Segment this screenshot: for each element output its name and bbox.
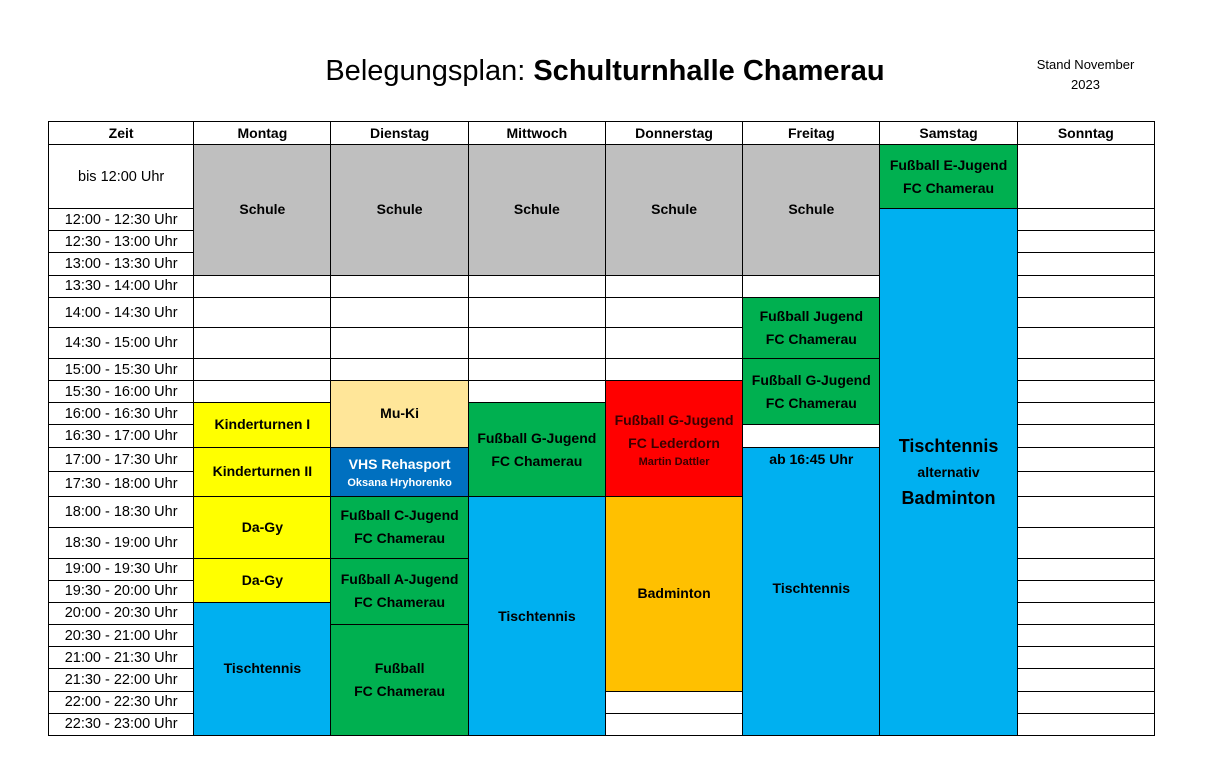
time-cell: 22:00 - 22:30 Uhr <box>49 691 194 713</box>
empty-cell <box>1017 447 1154 472</box>
time-cell: 12:30 - 13:00 Uhr <box>49 231 194 253</box>
empty-cell <box>605 358 742 380</box>
empty-cell <box>468 328 605 359</box>
table-row <box>49 145 1155 209</box>
empty-cell <box>1017 625 1154 647</box>
page-title: Belegungsplan: Schulturnhalle Chamerau <box>325 55 885 87</box>
empty-cell <box>605 275 742 297</box>
event-mo-dagy-1: Da-Gy <box>194 497 331 558</box>
event-line: Fußball <box>374 660 425 676</box>
time-cell: 12:00 - 12:30 Uhr <box>49 209 194 231</box>
event-mo-schule: Schule <box>194 145 331 276</box>
event-di-schule: Schule <box>331 145 468 276</box>
event-line: Fußball G-Jugend <box>477 429 597 446</box>
empty-cell <box>1017 602 1154 624</box>
time-cell: 13:00 - 13:30 Uhr <box>49 253 194 275</box>
stand-date: Stand November 2023 <box>1036 57 1135 92</box>
column-header-samstag: Samstag <box>880 122 1017 145</box>
empty-cell <box>1017 713 1154 735</box>
time-cell: 16:00 - 16:30 Uhr <box>49 403 194 425</box>
time-cell: bis 12:00 Uhr <box>49 145 194 209</box>
empty-cell <box>331 275 468 297</box>
event-line: Fußball E-Jugend <box>889 156 1008 173</box>
event-line: Tischtennis <box>898 436 999 456</box>
time-cell: 19:30 - 20:00 Uhr <box>49 580 194 602</box>
empty-cell <box>1017 580 1154 602</box>
empty-cell <box>468 275 605 297</box>
column-header-sonntag: Sonntag <box>1017 122 1154 145</box>
event-di-vhs-rehasport <box>331 447 468 497</box>
event-fr-jugend <box>743 297 880 358</box>
event-line: Fußball G-Jugend <box>614 411 734 428</box>
time-cell: 17:00 - 17:30 Uhr <box>49 447 194 472</box>
event-mi-g-jugend <box>468 403 605 497</box>
time-cell: 15:30 - 16:00 Uhr <box>49 381 194 403</box>
time-cell: 15:00 - 15:30 Uhr <box>49 358 194 380</box>
event-fr-schule: Schule <box>743 145 880 276</box>
column-header-montag: Montag <box>194 122 331 145</box>
empty-cell <box>1017 275 1154 297</box>
event-subline: Martin Dattler <box>638 455 710 468</box>
empty-cell <box>1017 253 1154 275</box>
event-line: VHS Rehasport <box>348 456 451 473</box>
column-header-freitag: Freitag <box>743 122 880 145</box>
event-line: FC Chamerau <box>354 594 446 611</box>
event-fr-tischtennis <box>743 447 880 735</box>
empty-cell <box>605 328 742 359</box>
header-row <box>49 122 1155 145</box>
empty-cell <box>1017 328 1154 359</box>
column-header-donnerstag: Donnerstag <box>605 122 742 145</box>
time-cell: 17:30 - 18:00 Uhr <box>49 472 194 497</box>
event-do-g-jugend <box>605 381 742 497</box>
event-do-schule: Schule <box>605 145 742 276</box>
event-do-badminton: Badminton <box>605 497 742 691</box>
event-di-c-jugend <box>331 497 468 558</box>
time-cell: 14:00 - 14:30 Uhr <box>49 297 194 328</box>
event-mo-kinderturnen-1: Kinderturnen I <box>194 403 331 447</box>
event-line: ab 16:45 Uhr <box>769 450 854 467</box>
event-di-fussball <box>331 625 468 736</box>
empty-cell <box>743 425 880 447</box>
time-cell: 13:30 - 14:00 Uhr <box>49 275 194 297</box>
event-line: FC Chamerau <box>765 330 857 347</box>
empty-cell <box>1017 209 1154 231</box>
event-di-muki: Mu-Ki <box>331 381 468 448</box>
empty-cell <box>468 358 605 380</box>
empty-cell <box>331 297 468 328</box>
event-line: FC Chamerau <box>903 179 995 196</box>
event-line: FC Chamerau <box>354 530 446 547</box>
event-line: FC Chamerau <box>765 394 857 411</box>
event-mo-kinderturnen-2: Kinderturnen II <box>194 447 331 497</box>
time-cell: 20:00 - 20:30 Uhr <box>49 602 194 624</box>
empty-cell <box>1017 472 1154 497</box>
empty-cell <box>605 713 742 735</box>
column-header-mittwoch: Mittwoch <box>468 122 605 145</box>
empty-cell <box>194 381 331 403</box>
time-cell: 21:00 - 21:30 Uhr <box>49 647 194 669</box>
event-line: FC Lederdorn <box>628 434 720 451</box>
empty-cell <box>1017 527 1154 558</box>
event-mi-tischtennis: Tischtennis <box>468 497 605 736</box>
time-cell: 14:30 - 15:00 Uhr <box>49 328 194 359</box>
empty-cell <box>194 297 331 328</box>
event-mi-schule: Schule <box>468 145 605 276</box>
empty-cell <box>1017 297 1154 328</box>
time-cell: 20:30 - 21:00 Uhr <box>49 625 194 647</box>
time-cell: 21:30 - 22:00 Uhr <box>49 669 194 691</box>
empty-cell <box>605 691 742 713</box>
event-sa-e-jugend <box>880 145 1017 209</box>
empty-cell <box>194 275 331 297</box>
event-fr-g-jugend <box>743 358 880 425</box>
empty-cell <box>605 297 742 328</box>
event-mo-dagy-2: Da-Gy <box>194 558 331 602</box>
event-line: Badminton <box>901 488 996 508</box>
empty-cell <box>1017 358 1154 380</box>
time-cell: 19:00 - 19:30 Uhr <box>49 558 194 580</box>
empty-cell <box>1017 691 1154 713</box>
empty-cell <box>1017 231 1154 253</box>
event-line: Fußball C-Jugend <box>340 507 459 524</box>
schedule-table <box>48 121 1155 736</box>
empty-cell <box>1017 669 1154 691</box>
empty-cell <box>194 358 331 380</box>
event-mo-tischtennis: Tischtennis <box>194 602 331 735</box>
time-cell: 18:00 - 18:30 Uhr <box>49 497 194 528</box>
empty-cell <box>1017 558 1154 580</box>
event-subline: Oksana Hryhorenko <box>347 477 452 490</box>
empty-cell <box>194 328 331 359</box>
event-line: FC Chamerau <box>491 452 583 469</box>
event-line: Fußball G-Jugend <box>751 371 871 388</box>
empty-cell <box>1017 647 1154 669</box>
empty-cell <box>1017 403 1154 425</box>
event-line: FC Chamerau <box>354 683 446 699</box>
empty-cell <box>1017 381 1154 403</box>
empty-cell <box>1017 497 1154 528</box>
event-di-a-jugend <box>331 558 468 625</box>
empty-cell <box>743 275 880 297</box>
event-line: alternativ <box>917 464 980 480</box>
empty-cell <box>1017 145 1154 209</box>
time-cell: 16:30 - 17:00 Uhr <box>49 425 194 447</box>
column-header-dienstag: Dienstag <box>331 122 468 145</box>
empty-cell <box>468 297 605 328</box>
column-header-zeit: Zeit <box>49 122 194 145</box>
event-sa-tischtennis <box>880 209 1017 736</box>
time-cell: 22:30 - 23:00 Uhr <box>49 713 194 735</box>
event-line: Fußball Jugend <box>759 307 864 324</box>
empty-cell <box>331 358 468 380</box>
event-line: Fußball A-Jugend <box>340 571 459 588</box>
empty-cell <box>331 328 468 359</box>
empty-cell <box>1017 425 1154 447</box>
time-cell: 18:30 - 19:00 Uhr <box>49 527 194 558</box>
event-line: Tischtennis <box>772 579 851 596</box>
empty-cell <box>468 381 605 403</box>
